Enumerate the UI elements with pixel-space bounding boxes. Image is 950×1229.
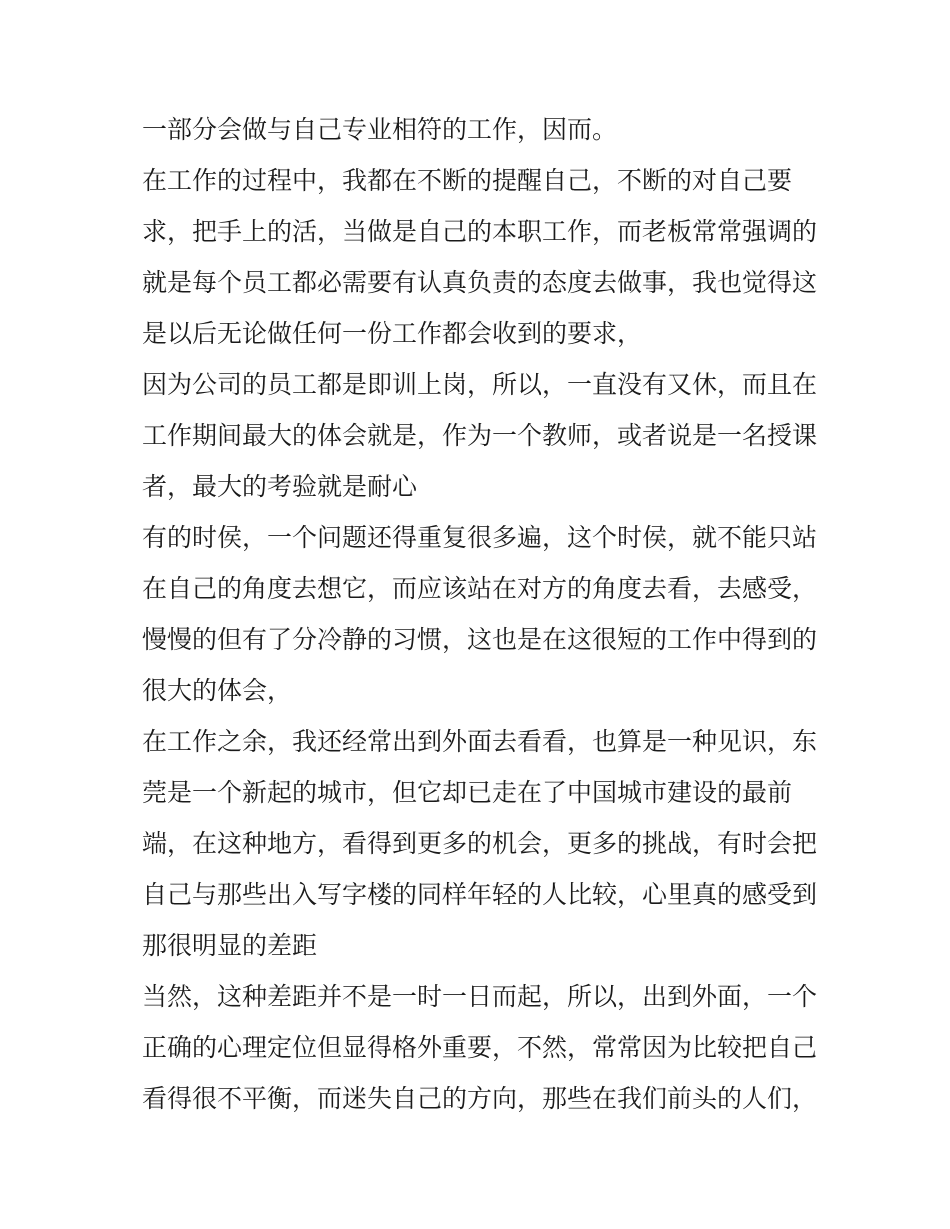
text-line: 者，最大的考验就是耐心 xyxy=(142,472,418,501)
text-line: 有的时侯，一个问题还得重复很多遍，这个时侯，就不能只站 xyxy=(142,523,818,552)
text-line: 看得很不平衡，而迷失自己的方向，那些在我们前头的人们， xyxy=(142,1084,818,1113)
text-line: 在工作之余，我还经常出到外面去看看，也算是一种见识，东 xyxy=(142,727,818,756)
text-line: 在自己的角度去想它，而应该站在对方的角度去看，去感受， xyxy=(142,574,818,603)
text-line: 慢慢的但有了分冷静的习惯，这也是在这很短的工作中得到的 xyxy=(142,625,818,654)
text-line: 很大的体会， xyxy=(142,676,293,705)
text-line: 那很明显的差距 xyxy=(142,931,318,960)
text-line: 自己与那些出入写字楼的同样年轻的人比较，心里真的感受到 xyxy=(142,880,818,909)
text-line: 因为公司的员工都是即训上岗，所以，一直没有又休，而且在 xyxy=(142,370,818,399)
text-line: 正确的心理定位但显得格外重要，不然，常常因为比较把自己 xyxy=(142,1033,818,1062)
text-line: 在工作的过程中，我都在不断的提醒自己，不断的对自己要 xyxy=(142,166,793,195)
text-line: 莞是一个新起的城市，但它却已走在了中国城市建设的最前 xyxy=(142,778,793,807)
text-line: 一部分会做与自己专业相符的工作，因而。 xyxy=(142,115,618,144)
text-line: 求，把手上的活，当做是自己的本职工作，而老板常常强调的 xyxy=(142,217,818,246)
text-line: 是以后无论做任何一份工作都会收到的要求， xyxy=(142,319,643,348)
document-body xyxy=(142,104,822,1124)
text-line: 就是每个员工都必需要有认真负责的态度去做事，我也觉得这 xyxy=(142,268,818,297)
text-line: 端，在这种地方，看得到更多的机会，更多的挑战，有时会把 xyxy=(142,829,818,858)
text-line: 工作期间最大的体会就是，作为一个教师，或者说是一名授课 xyxy=(142,421,818,450)
text-line: 当然，这种差距并不是一时一日而起，所以，出到外面，一个 xyxy=(142,982,818,1011)
